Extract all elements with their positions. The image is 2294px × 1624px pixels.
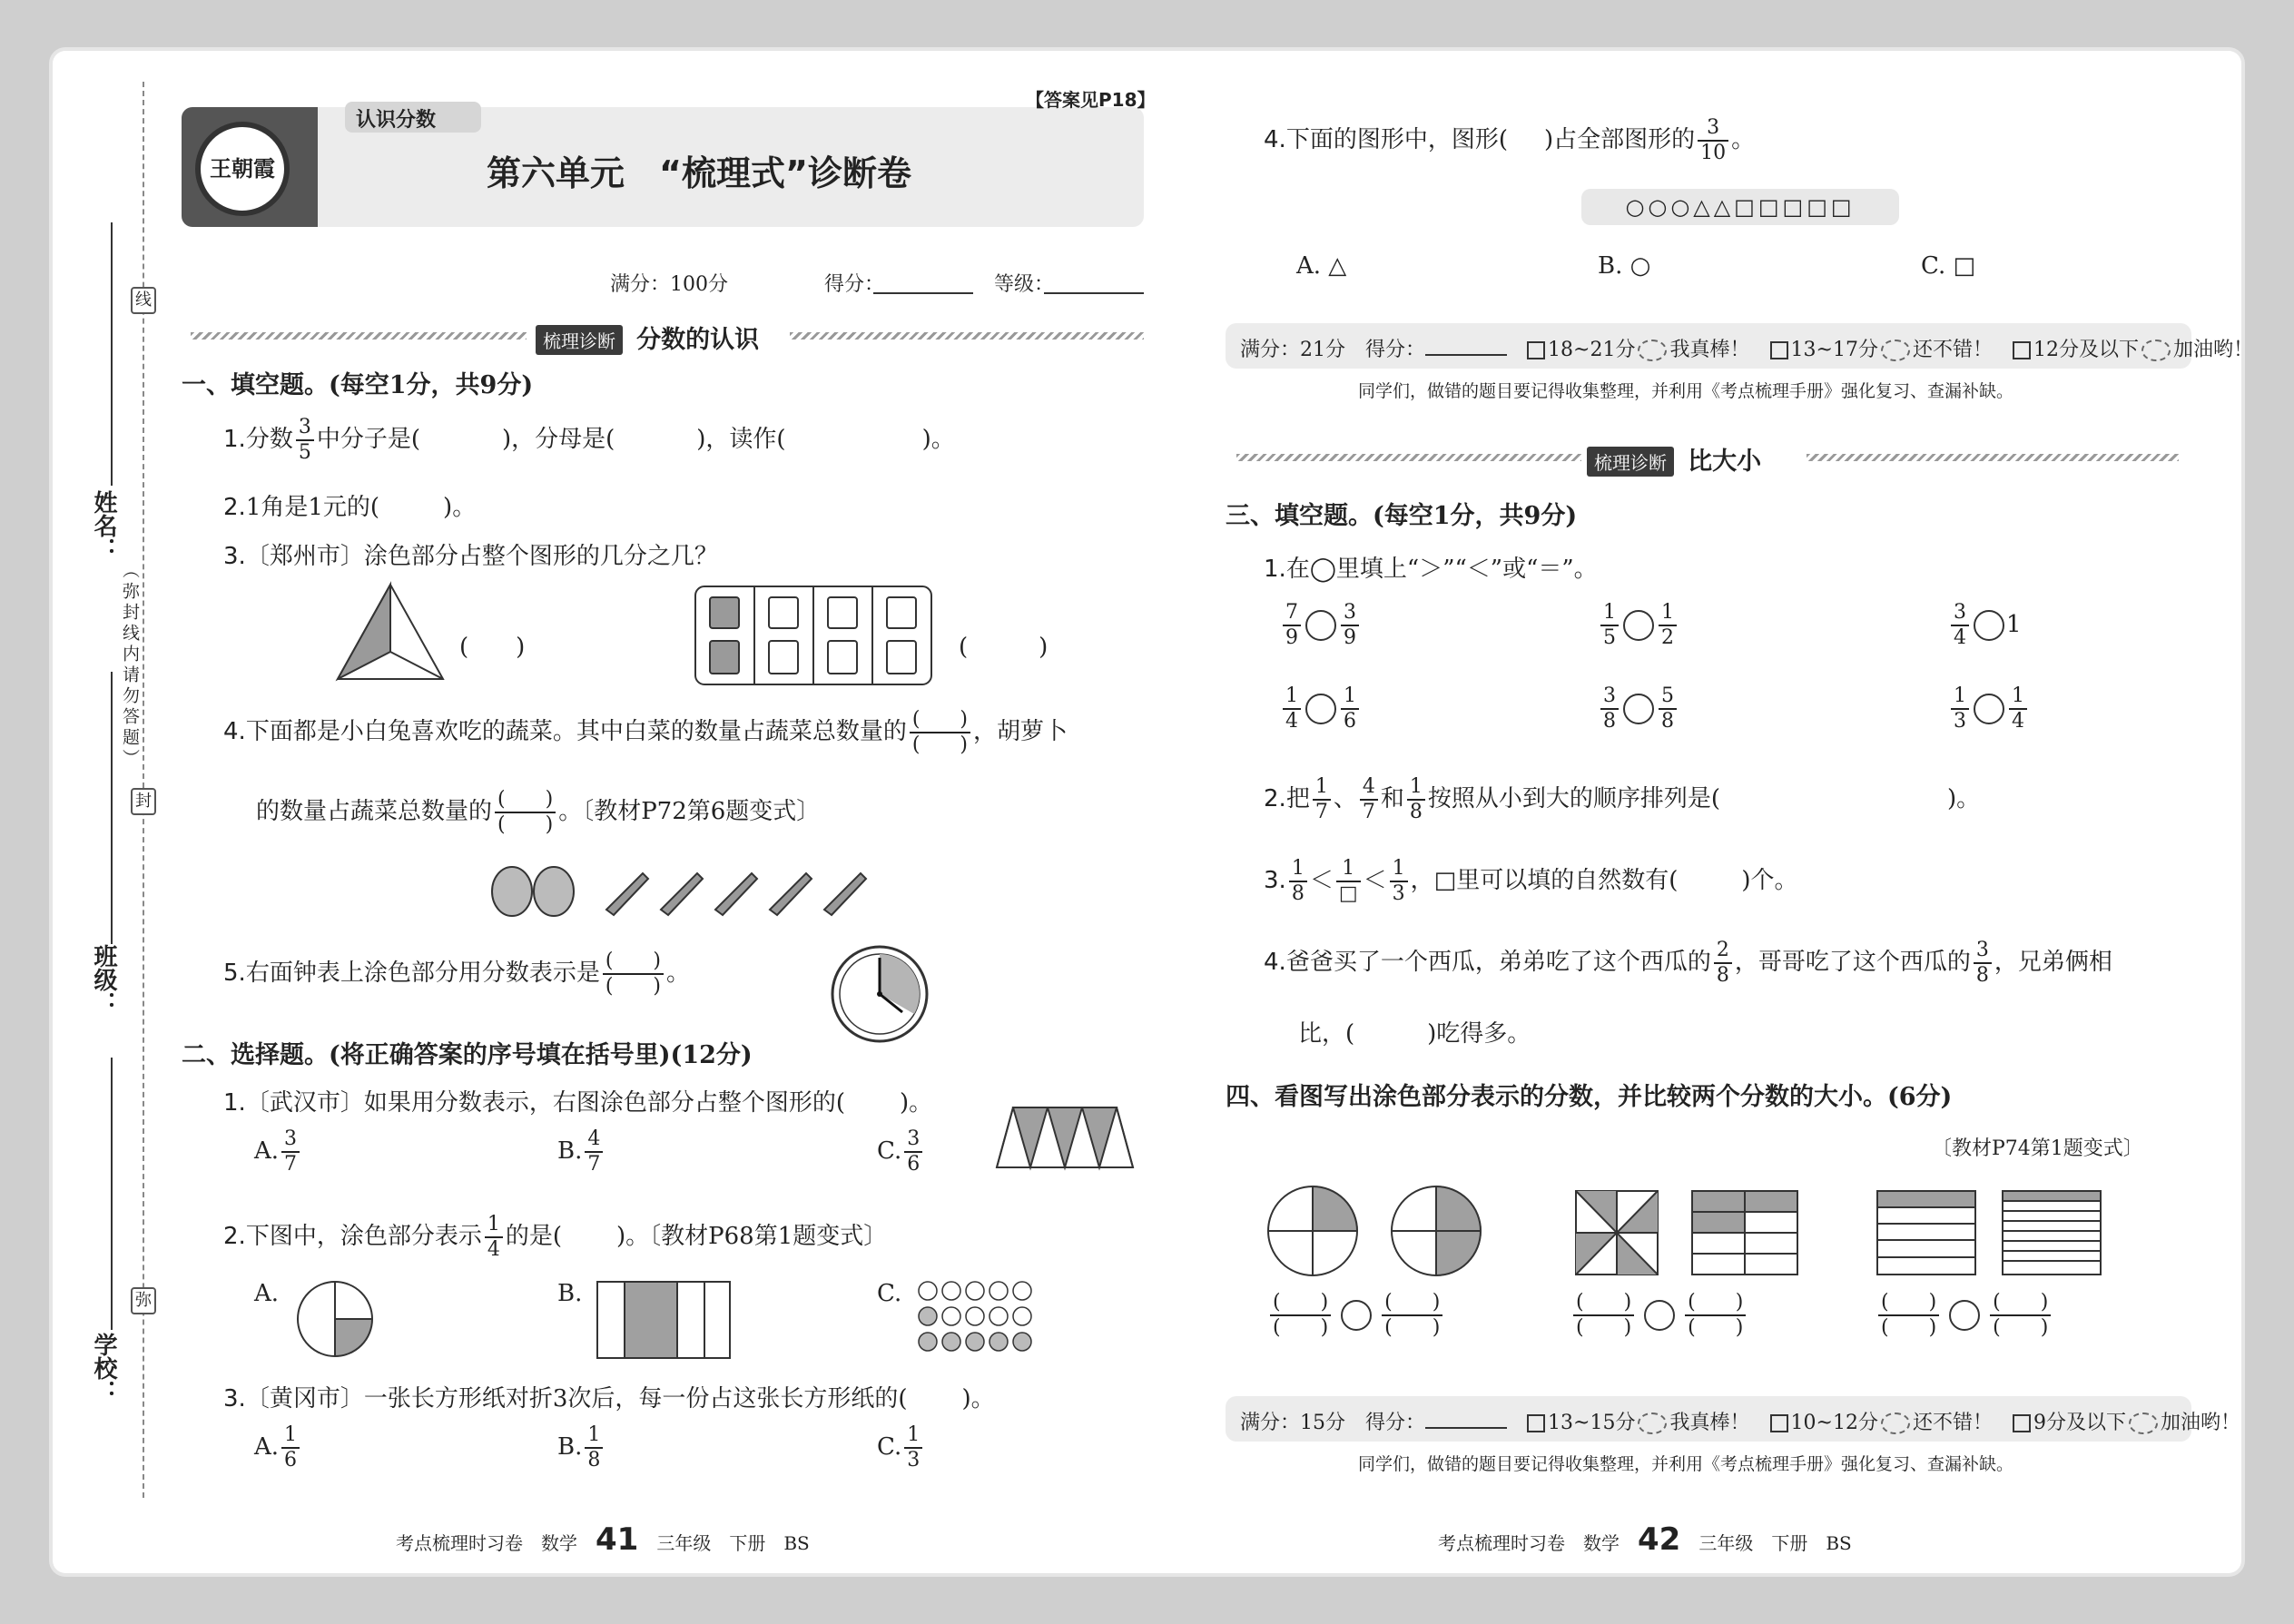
- score-bar-2: 满分：15分 得分： 13~15分 我真棒！ 10~12分 还不错！ 9分及以下 加油哟！: [1240, 1412, 2240, 1434]
- p4-answer-1[interactable]: $\frac{( )}{( )}$ $\frac{( )}{( )}$: [1267, 1293, 1445, 1338]
- grade-label: 等级：: [994, 273, 1055, 296]
- section-title-2: 比大小: [1688, 448, 1762, 476]
- compare-pair[interactable]: $\frac{3}{8}$ $\frac{5}{8}$: [1598, 686, 1679, 732]
- footer-right: 考点梳理时习卷 数学 42 三年级 下册 BS: [1438, 1521, 1852, 1558]
- compare-circle[interactable]: [1305, 610, 1336, 641]
- question-3-4-line1: 4.爸爸买了一个西瓜，弟弟吃了这个西瓜的 $\frac{2}{8}$ ，哥哥吃了这个西瓜的 $\frac{3}{8}$ ，兄弟俩相: [1264, 939, 2112, 987]
- full-score: 满分：100分: [610, 273, 728, 296]
- q3-answer-1[interactable]: ( ): [459, 634, 526, 661]
- school-line: [111, 1058, 113, 1330]
- binding-mark-xian: 线: [131, 287, 156, 314]
- grade-field[interactable]: [1044, 292, 1144, 294]
- compare-circle[interactable]: [1974, 694, 2004, 724]
- compare-circle[interactable]: [1305, 694, 1336, 724]
- answer-ref: 【答案见P18】: [1026, 89, 1156, 111]
- vegetables-figure: [488, 862, 888, 919]
- question-r-4: 4.下面的图形中，图形( )占全部图形的 $\frac{3}{10}$ 。: [1264, 116, 1756, 164]
- name-label: 姓名：: [90, 490, 117, 561]
- triangle-figure: [334, 581, 447, 683]
- question-3-3: 3. $\frac{1}{8}$ ＜ $\frac{1}{□}$ ＜ $\frac{1}{3}$ ，□里可以填的自然数有( )个。: [1264, 857, 1798, 905]
- name-line: [111, 222, 113, 486]
- footer-left: 考点梳理时习卷 数学 41 三年级 下册 BS: [396, 1521, 810, 1558]
- section-heading-2: [1587, 441, 1761, 477]
- question-3-1: 1.在◯里填上“＞”“＜”或“＝”。: [1264, 556, 1598, 583]
- question-3-2: 2.把 $\frac{1}{7}$ 、 $\frac{4}{7}$ 和 $\frac{1}{8}$ 按照从小到大的顺序排列是( )。: [1264, 775, 1981, 823]
- page-title: 第六单元 “梳理式”诊断卷: [487, 153, 911, 193]
- option-2-1-a[interactable]: A. $\frac{3}{7}$: [254, 1129, 302, 1175]
- clock-figure: [830, 944, 930, 1044]
- question-1-1: 1.分数 $\frac{3}{5}$ 中分子是( )，分母是( )，读作( )。: [223, 416, 955, 464]
- compare-pair[interactable]: $\frac{3}{4}$ 1: [1948, 603, 2022, 648]
- p4-squares-figure: [1574, 1189, 1801, 1276]
- smiley-faces-figure: [917, 1280, 1035, 1354]
- option-2-2-c[interactable]: C.: [877, 1280, 902, 1307]
- score-label: 得分：: [824, 273, 885, 296]
- trapezoid-figure: [995, 1104, 1135, 1171]
- class-label: 班级：: [90, 944, 117, 1015]
- part4-title: 四、看图写出涂色部分表示的分数，并比较两个分数的大小。(6分): [1226, 1083, 1953, 1111]
- p4-stripes-figure: [1876, 1189, 2102, 1276]
- tip-1: 同学们，做错的题目要记得收集整理，并利用《考点梳理手册》强化复习、查漏补缺。: [1358, 381, 2014, 401]
- compare-circle[interactable]: [1623, 694, 1654, 724]
- part3-title: 三、填空题。(每空1分，共9分): [1226, 502, 1578, 530]
- p4-answer-2[interactable]: $\frac{( )}{( )}$ $\frac{( )}{( )}$: [1570, 1293, 1748, 1338]
- binding-note: （弥封线内请勿答题）: [120, 561, 140, 770]
- compare-circle[interactable]: [1623, 610, 1654, 641]
- binding-mark-feng: 封: [131, 788, 156, 815]
- score-bar-1: 满分：21分 得分： 18~21分 我真棒！ 13~17分 还不错！ 12分及以下 加油哟！: [1240, 339, 2253, 361]
- section-title: 分数的认识: [636, 326, 760, 354]
- question-1-3: 3.〔郑州市〕涂色部分占整个图形的几分之几？: [223, 543, 718, 570]
- score-field[interactable]: [873, 292, 973, 294]
- section-hatch-right: [790, 332, 1144, 340]
- part1-title: 一、填空题。(每空1分，共9分): [182, 371, 534, 399]
- tip-2: 同学们，做错的题目要记得收集整理，并利用《考点梳理手册》强化复习、查漏补缺。: [1358, 1454, 2014, 1474]
- part4-ref: 〔教材P74第1题变式〕: [1932, 1137, 2143, 1160]
- question-3-4-line2: 比，( )吃得多。: [1298, 1020, 1531, 1048]
- compare-circle[interactable]: [1974, 610, 2004, 641]
- logo: 王朝霞: [195, 122, 290, 216]
- option-r-4-b[interactable]: B. ○: [1598, 252, 1651, 280]
- q3-answer-2[interactable]: ( ): [959, 634, 1049, 661]
- question-1-4-line1: 4.下面都是小白兔喜欢吃的蔬菜。其中白菜的数量占蔬菜总数量的 $\frac{( )}{( )}$ ，胡萝卜: [223, 708, 1068, 756]
- option-2-3-a[interactable]: A. $\frac{1}{6}$: [254, 1425, 302, 1471]
- option-2-3-c[interactable]: C. $\frac{1}{3}$: [877, 1425, 925, 1471]
- question-2-2: 2.下图中，涂色部分表示 $\frac{1}{4}$ 的是( )。〔教材P68第1题变式〕: [223, 1213, 888, 1261]
- option-r-4-a[interactable]: A. △: [1296, 252, 1347, 280]
- question-1-5: 5.右面钟表上涂色部分用分数表示是 $\frac{( )}{( )}$ 。: [223, 950, 691, 998]
- school-label: 学校：: [90, 1333, 117, 1403]
- option-2-1-c[interactable]: C. $\frac{3}{6}$: [877, 1129, 925, 1175]
- section-hatch-r-left: [1236, 454, 1581, 461]
- section-hatch-left: [191, 332, 527, 340]
- option-2-2-a[interactable]: A.: [254, 1280, 280, 1307]
- section-heading-1: [536, 320, 759, 355]
- section-tag: 梳理诊断: [536, 325, 623, 355]
- section-hatch-r-right: [1807, 454, 2179, 461]
- question-1-4-line2: 的数量占蔬菜总数量的 $\frac{( )}{( )}$ 。〔教材P72第6题变式〕: [256, 788, 821, 836]
- p4-answer-3[interactable]: $\frac{( )}{( )}$ $\frac{( )}{( )}$: [1876, 1293, 2053, 1338]
- question-2-3: 3.〔黄冈市〕一张长方形纸对折3次后，每一份占这张长方形纸的( )。: [223, 1385, 995, 1412]
- option-2-2-b[interactable]: B.: [557, 1280, 583, 1307]
- p4-circles-figure: [1267, 1184, 1485, 1278]
- compare-pair[interactable]: $\frac{7}{9}$ $\frac{3}{9}$: [1280, 603, 1362, 648]
- class-line: [111, 672, 113, 944]
- compare-pair[interactable]: $\frac{1}{4}$ $\frac{1}{6}$: [1280, 686, 1362, 732]
- option-r-4-c[interactable]: C. □: [1921, 252, 1976, 280]
- compare-pair[interactable]: $\frac{1}{3}$ $\frac{1}{4}$: [1948, 686, 2030, 732]
- cups-figure: [694, 585, 933, 686]
- circle-quarter-figure: [296, 1280, 374, 1358]
- compare-pair[interactable]: $\frac{1}{5}$ $\frac{1}{2}$: [1598, 603, 1679, 648]
- option-2-3-b[interactable]: B. $\frac{1}{8}$: [557, 1425, 605, 1471]
- question-1-2: 2.1角是1元的( )。: [223, 494, 477, 521]
- rectangle-strips-figure: [596, 1280, 732, 1360]
- part2-title: 二、选择题。(将正确答案的序号填在括号里)(12分): [182, 1041, 753, 1069]
- shapes-row: ○○○△△□□□□□: [1581, 189, 1899, 225]
- unit-topic: 认识分数: [356, 109, 437, 132]
- binding-mark-mi: 弥: [131, 1287, 156, 1314]
- section-tag-2: 梳理诊断: [1587, 447, 1674, 477]
- question-2-1: 1.〔武汉市〕如果用分数表示，右图涂色部分占整个图形的( )。: [223, 1089, 933, 1117]
- option-2-1-b[interactable]: B. $\frac{4}{7}$: [557, 1129, 605, 1175]
